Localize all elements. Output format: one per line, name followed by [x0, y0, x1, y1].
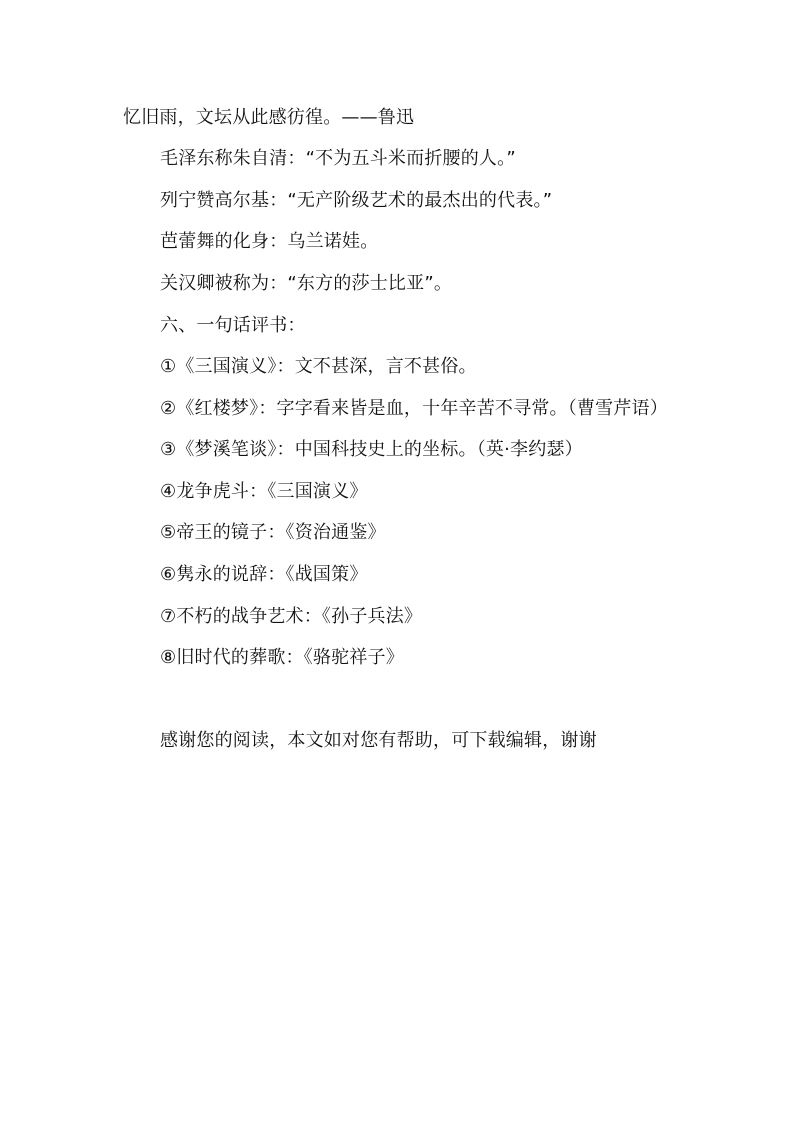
list-item-zhanguoce: ⑥隽永的说辞：《战国策》: [160, 564, 368, 585]
list-item-sunzi-bingfa: ⑦不朽的战争艺术：《孙子兵法》: [160, 606, 423, 627]
list-item-sanguo: ①《三国演义》：文不甚深，言不甚俗。: [160, 356, 477, 377]
text-line-ulanova: 芭蕾舞的化身：乌兰诺娃。: [160, 231, 379, 252]
list-item-longzheng-hudou: ④龙争虎斗：《三国演义》: [160, 481, 368, 502]
list-item-luotuo-xiangzi: ⑧旧时代的葬歌：《骆驼祥子》: [160, 647, 404, 668]
thanks-note: 感谢您的阅读，本文如对您有帮助，可下载编辑，谢谢: [160, 730, 597, 751]
text-line-guan-hanqing: 关汉卿被称为：“东方的莎士比亚”。: [160, 273, 453, 294]
text-line-luxun-quote: 忆旧雨，文坛从此感彷徨。——鲁迅: [123, 107, 415, 128]
list-item-hongloumeng: ②《红楼梦》：字字看来皆是血，十年辛苦不寻常。（曹雪芹语）: [160, 398, 668, 419]
list-item-zizhi-tongjian: ⑤帝王的镜子：《资治通鉴》: [160, 522, 386, 543]
list-item-mengxi-bitan: ③《梦溪笔谈》：中国科技史上的坐标。（英·李约瑟）: [160, 439, 583, 460]
text-line-zhu-ziqing: 毛泽东称朱自清：“不为五斗米而折腰的人。”: [160, 148, 516, 169]
section-heading-book-reviews: 六、一句话评书：: [160, 315, 306, 336]
text-line-gorky: 列宁赞高尔基：“无产阶级艺术的最杰出的代表。”: [160, 190, 553, 211]
